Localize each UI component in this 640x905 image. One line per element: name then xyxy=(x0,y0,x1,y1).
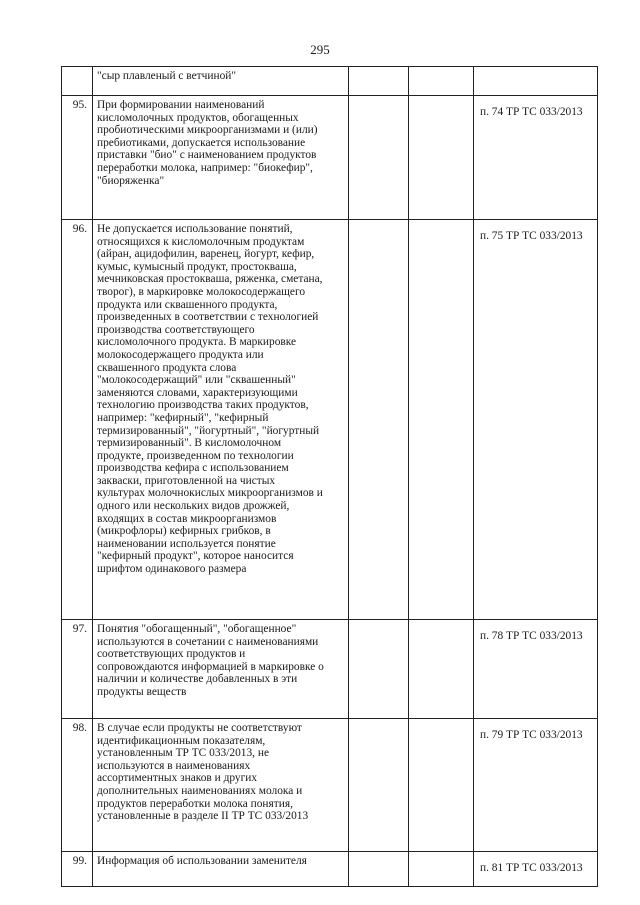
row-number: 97. xyxy=(62,620,93,719)
table-row xyxy=(62,96,598,220)
table-row xyxy=(62,220,598,620)
empty-cell xyxy=(409,96,474,220)
table-row xyxy=(62,852,598,887)
reference-cell: п. 78 ТР ТС 033/2013 xyxy=(474,620,598,719)
empty-cell xyxy=(349,852,409,887)
requirement-text: Информация об использовании заменителя xyxy=(93,852,349,887)
row-number xyxy=(62,67,93,96)
reference-cell: п. 81 ТР ТС 033/2013 xyxy=(474,852,598,887)
empty-cell xyxy=(409,220,474,620)
empty-cell xyxy=(349,67,409,96)
empty-cell xyxy=(349,96,409,220)
table-row xyxy=(62,719,598,852)
reference-cell: п. 79 ТР ТС 033/2013 xyxy=(474,719,598,852)
empty-cell xyxy=(409,620,474,719)
empty-cell xyxy=(349,719,409,852)
empty-cell xyxy=(409,852,474,887)
empty-cell xyxy=(349,220,409,620)
empty-cell xyxy=(409,719,474,852)
requirements-table xyxy=(61,66,598,887)
row-number: 98. xyxy=(62,719,93,852)
page-number: 295 xyxy=(310,42,330,57)
requirement-text: Не допускается использование понятий, относящихся к кисломолочным продуктам (айран, ацидофилин, варенец, йогурт, кефир, кумыс, кумысный продукт, простокваша, мечниковская простокваша, ряженка, сметана, творог), в маркировке молокосодержащего продукта или сквашенного продукта, произведенных в соответствии с технологией производства соответствующего кисломолочного продукта. В маркировке молокосодержащего продукта или сквашенного продукта слова "молокосодержащий" или "сквашенный" заменяются словами, характеризующими технологию производства таких продуктов, например: "кефирный", "кефирный термизированный", "йогуртный", "йогуртный термизированный". В кисломолочном продукте, произведенном по технологии производства кефира с использованием закваски, приготовленной на чистых культурах молочнокислых микроорганизмов и одного или нескольких видов дрожжей, входящих в состав микроорганизмов (микрофлоры) кефирных грибков, в наименовании используется понятие "кефирный продукт", которое наносится шрифтом одинакового размера xyxy=(93,220,349,620)
reference-cell: п. 75 ТР ТС 033/2013 xyxy=(474,220,598,620)
table-row xyxy=(62,620,598,719)
requirement-text: Понятия "обогащенный", "обогащенное" используются в сочетании с наименованиями соответствующих продуктов и сопровождаются информацией в маркировке о наличии и количестве добавленных в эти продукты веществ xyxy=(93,620,349,719)
row-number: 99. xyxy=(62,852,93,887)
requirement-text: "сыр плавленый с ветчиной" xyxy=(93,67,349,96)
requirement-text: В случае если продукты не соответствуют идентификационным показателям, установленным ТР ТС 033/2013, не используются в наименованиях ассортиментных знаков и других дополнительных наименованиях молока и продуктов переработки молока понятия, установленные в разделе II ТР ТС 033/2013 xyxy=(93,719,349,852)
table-row xyxy=(62,67,598,96)
requirement-text: При формировании наименований кисломолочных продуктов, обогащенных пробиотическими микроорганизмами и (или) пребиотиками, допускается использование приставки "био" с наименованием продуктов переработки молока, например: "биокефир", "биоряженка" xyxy=(93,96,349,220)
empty-cell xyxy=(349,620,409,719)
row-number: 96. xyxy=(62,220,93,620)
row-number: 95. xyxy=(62,96,93,220)
empty-cell xyxy=(409,67,474,96)
reference-cell: п. 74 ТР ТС 033/2013 xyxy=(474,96,598,220)
reference-cell xyxy=(474,67,598,96)
